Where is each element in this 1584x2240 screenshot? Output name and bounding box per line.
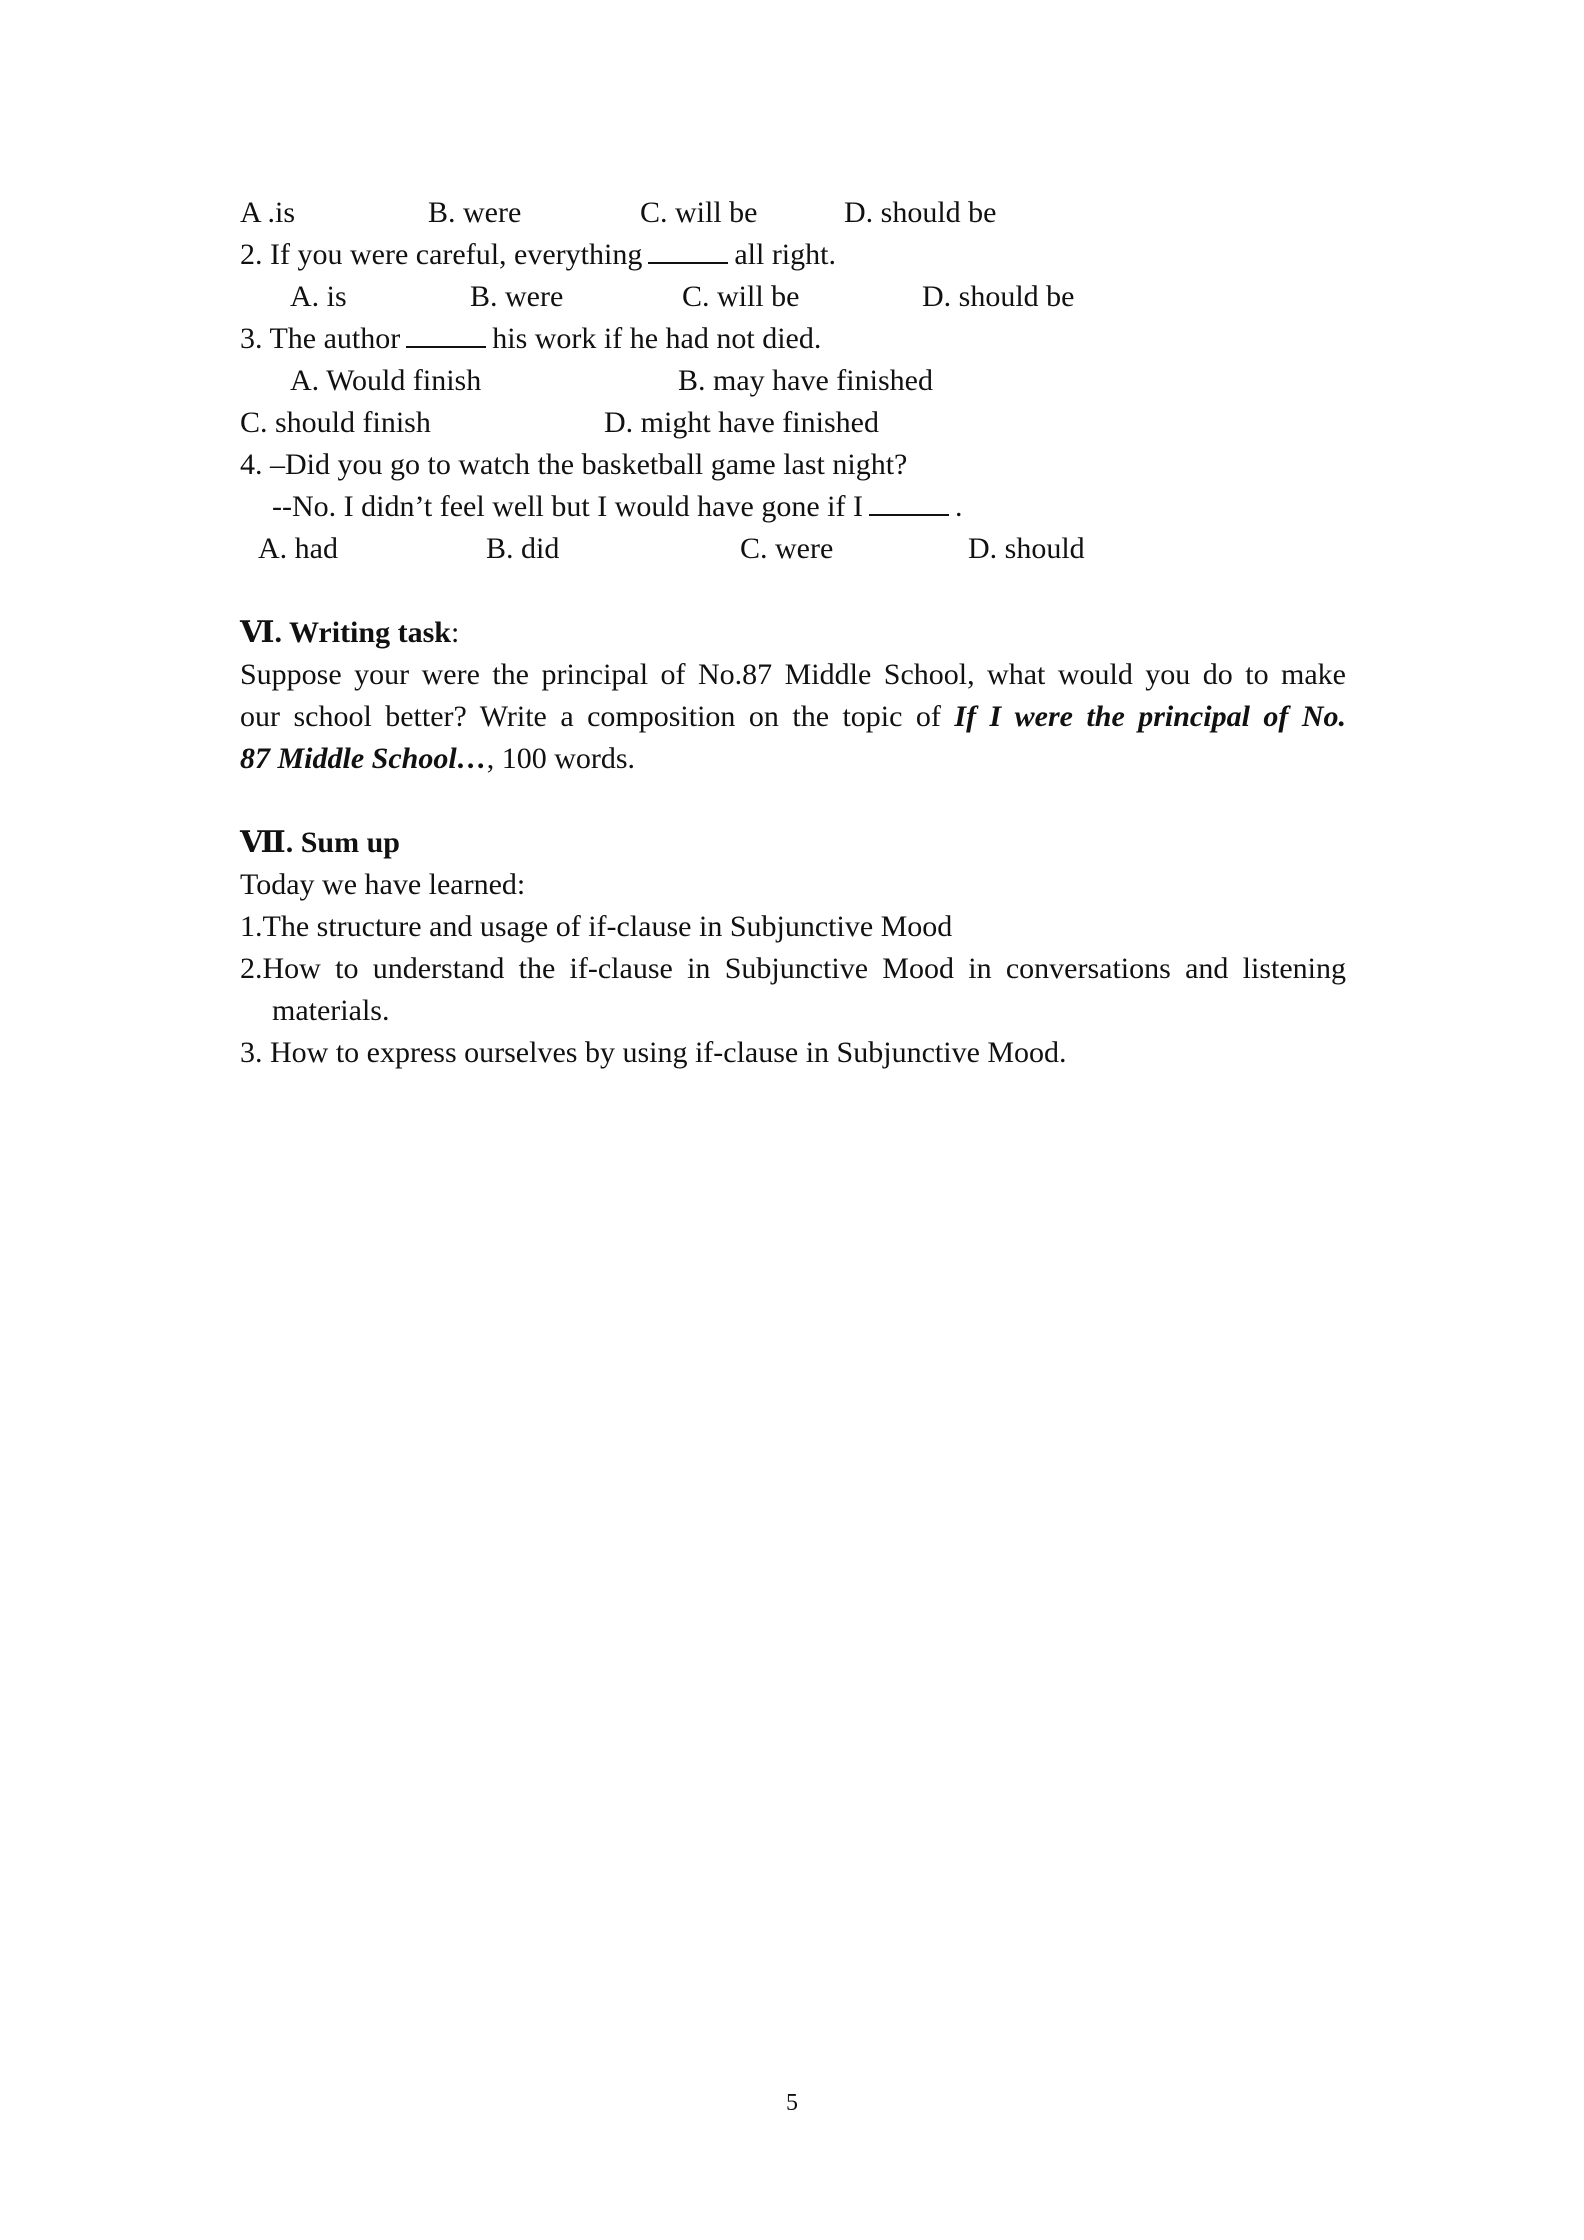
- sum-up-numeral: Ⅶ: [240, 826, 286, 859]
- q3-option-b: B. may have finished: [678, 364, 933, 397]
- writing-task-topic-part1: If I were the principal of No.: [954, 700, 1346, 733]
- q4-stem: 4. –Did you go to watch the basketball game last night?: [240, 448, 908, 481]
- q4-reply-before: --No. I didn’t feel well but I would have gone if I: [272, 490, 863, 523]
- q2-stem-after: all right.: [734, 238, 836, 271]
- q3-answer-blank: [406, 320, 486, 348]
- sum-up-intro: Today we have learned:: [240, 868, 526, 901]
- writing-task-colon: :: [450, 616, 460, 649]
- q2-option-c: C. will be: [682, 280, 800, 313]
- writing-task-topic-part2: 87 Middle School…: [240, 742, 487, 775]
- q3-stem-after: his work if he had not died.: [492, 322, 822, 355]
- q3-stem: [240, 318, 821, 360]
- q4-reply: [272, 486, 962, 528]
- q4-answer-blank: [869, 488, 949, 516]
- q3-stem-before: 3. The author: [240, 322, 401, 355]
- sum-up-item-2-line2: materials.: [272, 994, 390, 1027]
- writing-task-numeral: Ⅵ: [240, 616, 275, 649]
- q2-option-d: D. should be: [922, 280, 1075, 313]
- q2-option-b: B. were: [470, 280, 564, 313]
- sum-up-item-3: 3. How to express ourselves by using if-clause in Subjunctive Mood.: [240, 1036, 1067, 1069]
- q2-stem-before: 2. If you were careful, everything: [240, 238, 643, 271]
- q2-option-a: A. is: [290, 280, 347, 313]
- sum-up-item-2-line1: 2.How to understand the if-clause in Subjunctive Mood in conversations and listening: [240, 952, 1346, 985]
- q2-stem: [240, 234, 836, 276]
- q3-option-d: D. might have finished: [604, 406, 879, 439]
- writing-task-word-count: , 100 words.: [486, 742, 636, 775]
- q4-option-b: B. did: [486, 532, 560, 565]
- writing-task-line3: [240, 738, 635, 780]
- page-number: 5: [786, 2090, 798, 2116]
- q4-option-a: A. had: [258, 532, 338, 565]
- q3-option-c: C. should finish: [240, 406, 431, 439]
- sum-up-item-1: 1.The structure and usage of if-clause in Subjunctive Mood: [240, 910, 953, 943]
- writing-task-title: . Writing task: [274, 616, 451, 649]
- q1-option-c: C. will be: [640, 196, 758, 229]
- sum-up-title: . Sum up: [285, 826, 400, 859]
- q2-answer-blank: [648, 236, 728, 264]
- writing-task-line2-text: our school better? Write a composition on the topic of: [240, 700, 941, 733]
- q4-option-d: D. should: [968, 532, 1085, 565]
- q4-option-c: C. were: [740, 532, 834, 565]
- q1-option-a: A .is: [240, 196, 296, 229]
- sum-up-heading: [240, 822, 400, 864]
- q1-option-d: D. should be: [844, 196, 997, 229]
- writing-task-line1: Suppose your were the principal of No.87 Middle School, what would you do to make: [240, 658, 1346, 691]
- q1-option-b: B. were: [428, 196, 522, 229]
- q3-option-a: A. Would finish: [290, 364, 482, 397]
- q4-reply-after: .: [954, 490, 963, 523]
- writing-task-heading: [240, 612, 459, 654]
- writing-task-line2: [240, 696, 1346, 738]
